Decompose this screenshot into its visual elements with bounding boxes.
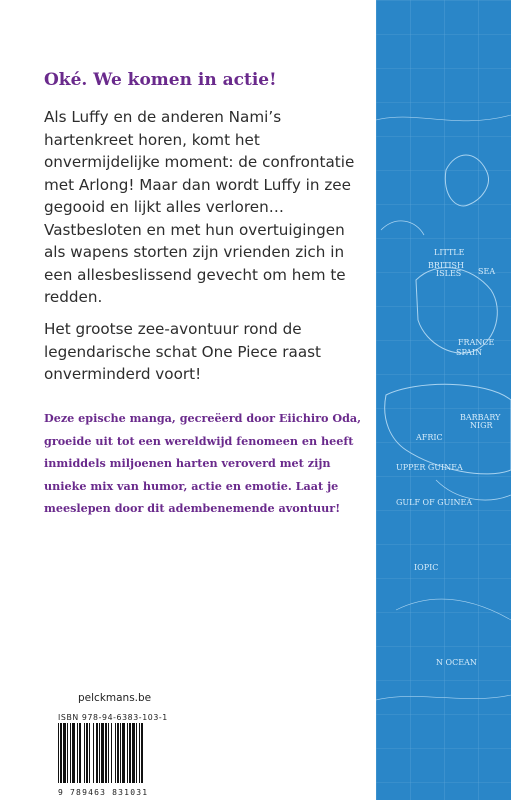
map-label: NIGR xyxy=(470,421,493,430)
barcode-bar xyxy=(72,723,75,783)
map-label: SEA xyxy=(478,267,496,276)
barcode-bar xyxy=(115,723,116,783)
barcode-bar xyxy=(139,723,140,783)
map-label: N OCEAN xyxy=(436,658,477,667)
synopsis-paragraph-1: Als Luffy en de anderen Nami’s hartenkreet horen, komt het onvermijdelijke moment: de confrontatie met Arlong! Maar dan wordt Luffy in zee gegooid en lijkt alles verloren… Vastbesloten en met hun overtuigingen als wapens storten zijn vrienden zich in een allesbeslissend gevecht om hem te redden. xyxy=(44,108,355,306)
map-label: BRITISH xyxy=(428,261,465,270)
barcode-bar xyxy=(108,723,109,783)
isbn-number: ISBN 978-94-6383-103-1 xyxy=(58,713,168,722)
barcode-bar xyxy=(77,723,78,783)
barcode-bar xyxy=(60,723,62,783)
barcode-bar xyxy=(120,723,121,783)
barcode-bar xyxy=(141,723,143,783)
barcode-bar xyxy=(93,723,94,783)
map-label: AFRIC xyxy=(416,433,443,442)
barcode-bar xyxy=(136,723,137,783)
barcode-bar xyxy=(101,723,104,783)
map-label: FRANCE xyxy=(458,338,495,347)
barcode-bar xyxy=(122,723,125,783)
map-label: ISLES xyxy=(436,269,462,278)
world-map-strip xyxy=(376,0,511,800)
barcode-bar xyxy=(70,723,71,783)
barcode-bar xyxy=(105,723,107,783)
barcode-bar xyxy=(67,723,68,783)
barcode-bar xyxy=(111,723,112,783)
barcode-bar xyxy=(129,723,131,783)
barcode-bar xyxy=(89,723,90,783)
barcode-bar xyxy=(117,723,119,783)
barcode-bar xyxy=(86,723,88,783)
barcode-bar xyxy=(99,723,100,783)
barcode-bar xyxy=(96,723,98,783)
map-label: IOPIC xyxy=(414,563,439,572)
barcode-bar xyxy=(127,723,128,783)
publisher-url: pelckmans.be xyxy=(78,692,152,704)
map-label: GULF OF GUINEA xyxy=(396,498,473,507)
map-label: UPPER GUINEA xyxy=(396,463,463,472)
map-label: LITTLE xyxy=(434,248,465,257)
map-label: SPAIN xyxy=(456,348,483,357)
barcode-bar xyxy=(63,723,66,783)
map-label: BARBARY xyxy=(460,413,501,422)
barcode-bar xyxy=(84,723,85,783)
map-illustration xyxy=(376,0,511,800)
barcode xyxy=(56,723,178,785)
barcode-digits: 9 789463 831031 xyxy=(58,788,149,797)
barcode-bar xyxy=(132,723,135,783)
barcode-bar xyxy=(58,723,59,783)
synopsis-paragraph-2: Het grootse zee-avontuur rond de legendarische schat One Piece raast onverminderd voort! xyxy=(44,320,322,383)
back-cover-title: Oké. We komen in actie! xyxy=(44,70,277,90)
barcode-bar xyxy=(79,723,81,783)
series-blurb: Deze epische manga, gecreëerd door Eiichiro Oda, groeide uit tot een wereldwijd fenomeen en heeft inmiddels miljoenen harten veroverd met zijn unieke mix van humor, actie en emotie. Laat je meeslepen door dit adembenemende avontuur! xyxy=(44,411,362,516)
